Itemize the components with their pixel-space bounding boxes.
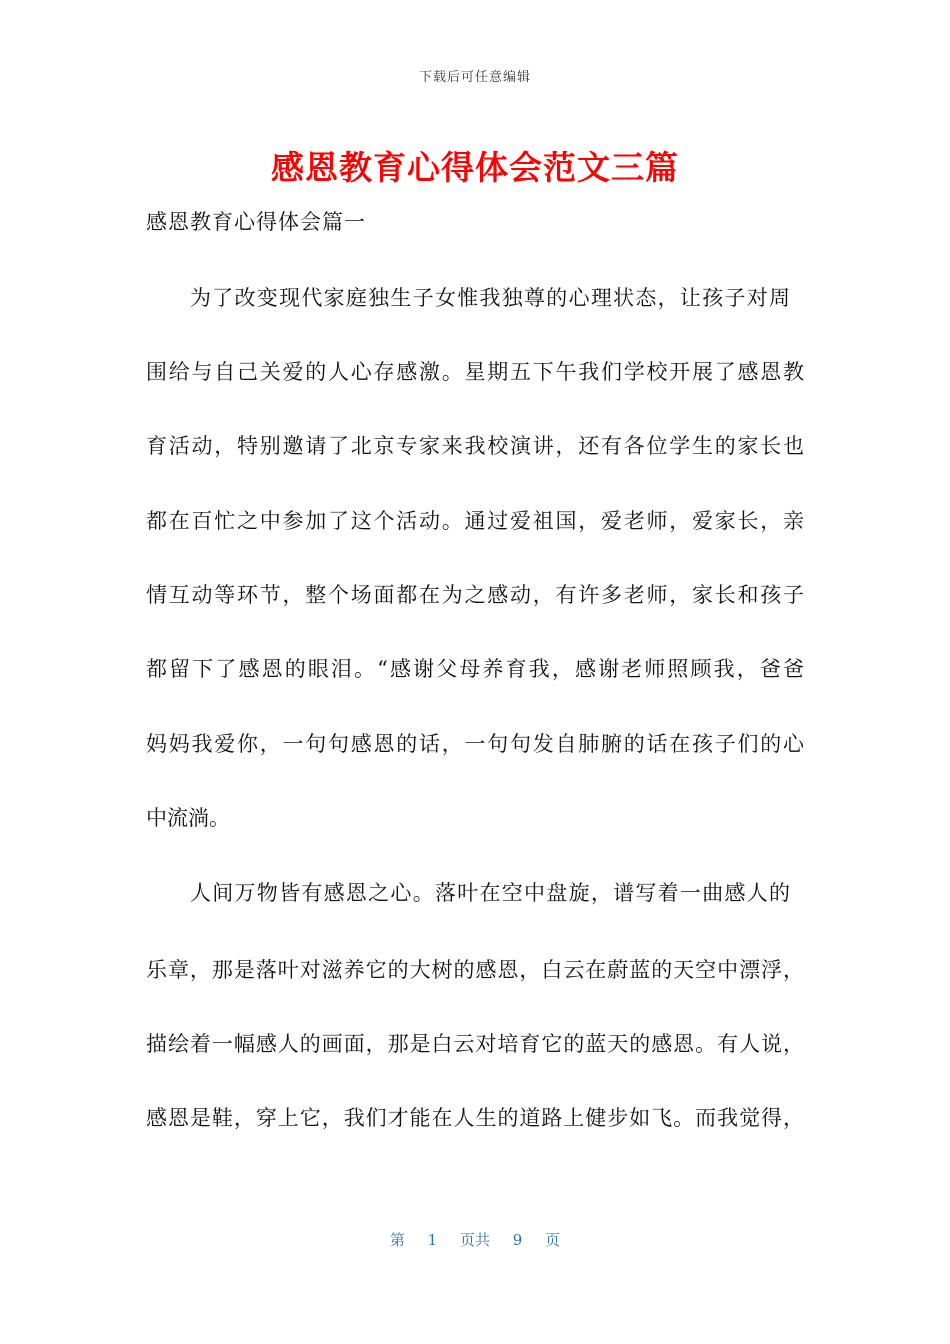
paragraph-1-line-7: 妈妈我爱你，一句句感恩的话，一句句发自肺腑的话在孩子们的心 [146, 732, 804, 756]
paragraph-2-line-2: 乐章，那是落叶对滋养它的大树的感恩，白云在蔚蓝的天空中漂浮， [146, 958, 804, 982]
paragraph-2-line-3: 描绘着一幅感人的画面，那是白云对培育它的蓝天的感恩。有人说， [146, 1032, 804, 1056]
paragraph-1-line-1: 为了改变现代家庭独生子女惟我独尊的心理状态，让孩子对周 [190, 286, 790, 310]
paragraph-1-line-8: 中流淌。 [146, 806, 230, 830]
paragraph-1-line-4: 都在百忙之中参加了这个活动。通过爱祖国，爱老师，爱家长，亲 [146, 509, 804, 533]
paragraph-2-line-4: 感恩是鞋，穿上它，我们才能在人生的道路上健步如飞。而我觉得， [146, 1106, 804, 1130]
document-title: 感恩教育心得体会范文三篇 [271, 148, 679, 187]
paragraph-1-line-5: 情互动等环节，整个场面都在为之感动，有许多老师，家长和孩子 [146, 583, 804, 607]
section-heading: 感恩教育心得体会篇一 [146, 210, 366, 234]
paragraph-2-line-1: 人间万物皆有感恩之心。落叶在空中盘旋，谱写着一曲感人的 [190, 881, 790, 905]
header-note: 下载后可任意编辑 [418, 70, 531, 85]
paragraph-1-line-2: 围给与自己关爱的人心存感激。星期五下午我们学校开展了感恩教 [146, 360, 804, 384]
paragraph-1-line-6: 都留下了感恩的眼泪。“感谢父母养育我，感谢老师照顾我，爸爸 [146, 657, 804, 681]
page-number-footer: 第 1 页共 9 页 [389, 1231, 561, 1249]
paragraph-1-line-3: 育活动，特别邀请了北京专家来我校演讲，还有各位学生的家长也 [146, 434, 804, 458]
